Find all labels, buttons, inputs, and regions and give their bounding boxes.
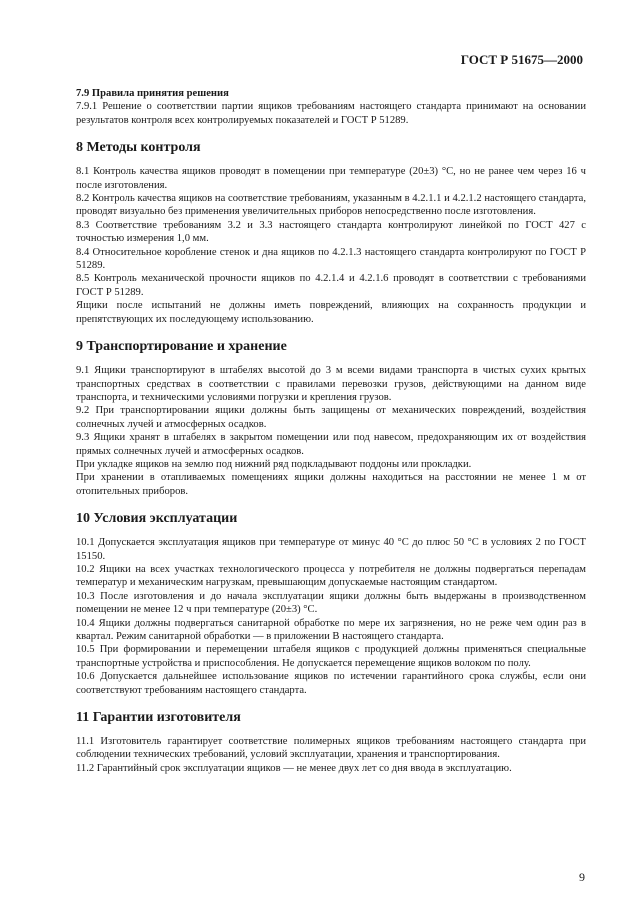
paragraph: 10.4 Ящики должны подвергаться санитарной обработке по мере их загрязнения, но не реже чем один раз в квартал. Режим санитарной обработки — в приложении В настоящего стандарта. [76,617,586,642]
section-8-title: 8 Методы контроля [76,140,201,156]
paragraph: 8.1 Контроль качества ящиков проводят в помещении при температуре (20±3) °С, но не ранее чем через 16 ч после изготовления. [76,166,586,191]
paragraph: 8.5 Контроль механической прочности ящиков по 4.2.1.4 и 4.2.1.6 проводят в соответствии с требованиями ГОСТ Р 51289. [76,273,586,298]
paragraph: 11.2 Гарантийный срок эксплуатации ящиков — не менее двух лет со дня ввода в эксплуатацию. [76,762,512,774]
document-body [76,87,586,775]
document-header: ГОСТ Р 51675—2000 [460,52,583,67]
paragraph: 9.1 Ящики транспортируют в штабелях высотой до 3 м всеми видами транспорта в чистых сухих крытых транспортных средствах в соответствии с правилами перевозки грузов, действующими на данном виде транспорта, и техническими условиями погрузки и крепления грузов. [76,365,586,403]
paragraph: 10.6 Допускается дальнейшее использование ящиков по истечении гарантийного срока службы, если они соответствуют требованиям настоящего стандарта. [76,671,586,696]
section-7-9-title: 7.9 Правила принятия решения [76,88,229,99]
paragraph: 8.3 Соответствие требованиям 3.2 и 3.3 настоящего стандарта контролируют линейкой по ГОСТ 427 с точностью измерения 1,0 мм. [76,219,586,245]
paragraph: 9.3 Ящики хранят в штабелях в закрытом помещении или под навесом, предохраняющим их от воздействия прямых солнечных лучей и атмосферных осадков. [76,432,586,457]
paragraph: При укладке ящиков на землю под нижний ряд подкладывают поддоны или прокладки. [76,458,472,470]
section-9-title: 9 Транспортирование и хранение [76,339,287,355]
paragraph: 8.4 Относительное коробление стенок и дна ящиков по 4.2.1.3 настоящего стандарта контролируют по ГОСТ Р 51289. [76,246,586,272]
paragraph: 10.2 Ящики на всех участках технологического процесса у потребителя не должны подвергаться перепадам температур и механическим нагрузкам, превышающим допускаемые настоящим стандартом. [76,563,586,589]
page-number: 9 [579,870,585,884]
paragraph: 10.3 После изготовления и до начала эксплуатации ящики должны быть выдержаны в производственном помещении не менее 12 ч при температуре (20±3) °С. [76,590,586,616]
paragraph: Ящики после испытаний не должны иметь повреждений, влияющих на сохранность продукции и препятствующих их последующему использованию. [76,300,586,325]
paragraph: 10.1 Допускается эксплуатация ящиков при температуре от минус 40 °С до плюс 50 °С в условиях 2 по ГОСТ 15150. [76,537,586,562]
paragraph: При хранении в отапливаемых помещениях ящики должны находиться на расстоянии не менее 1 м от отопительных приборов. [76,472,586,497]
paragraph: 9.2 При транспортировании ящики должны быть защищены от механических повреждений, воздействия солнечных лучей и атмосферных осадков. [76,405,586,430]
paragraph: 11.1 Изготовитель гарантирует соответствие полимерных ящиков требованиям настоящего стандарта при соблюдении технических требований, условий эксплуатации, хранения и транспортирования. [76,736,586,761]
paragraph: 8.2 Контроль качества ящиков на соответствие требованиям, указанным в 4.2.1.1 и 4.2.1.2 настоящего стандарта, проводят визуально без применения увеличительных приборов непосредственно после изготовления. [76,193,586,218]
section-11-title: 11 Гарантии изготовителя [76,710,241,726]
paragraph: 10.5 При формировании и перемещении штабеля ящиков с продукцией должны применяться специальные транспортные устройства и приспособления. Не допускается перемещение ящиков волоком по полу. [76,644,586,669]
section-10-title: 10 Условия эксплуатации [76,511,238,527]
paragraph: 7.9.1 Решение о соответствии партии ящиков требованиям настоящего стандарта принимают на основании результатов контроля всех контролируемых показателей и ГОСТ Р 51289. [76,101,586,126]
